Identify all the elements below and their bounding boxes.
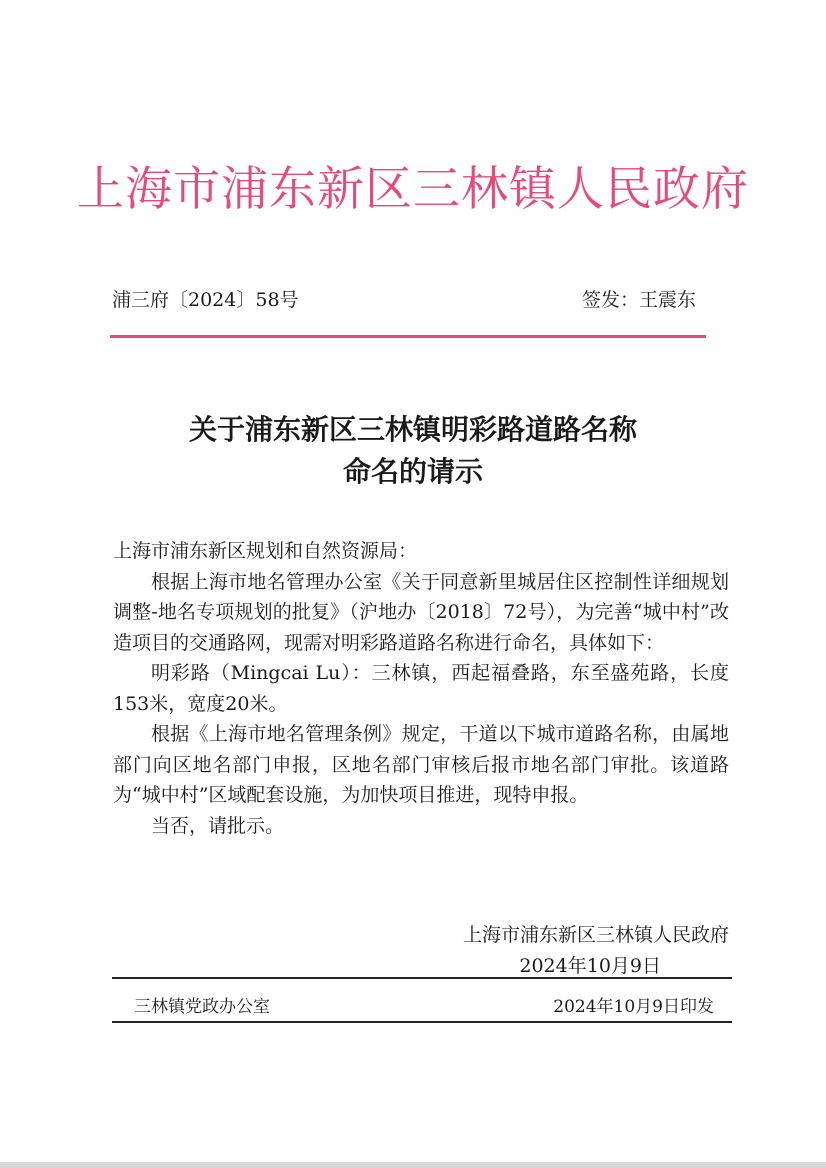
org-header-title: 上海市浦东新区三林镇人民政府 (77, 162, 749, 217)
body-paragraph: 根据上海市地名管理办公室《关于同意新里城居住区控制性详细规划调整-地名专项规划的批复》（沪地办〔2018〕72号），为完善“城中村”改造项目的交通路网，现需对明彩路道路名称进行命名，具体如下： (113, 570, 729, 654)
document-number: 浦三府〔2024〕58号 (112, 289, 299, 311)
body-paragraph: 当否，请批示。 (151, 814, 285, 837)
red-separator-line (110, 335, 706, 338)
issuer (582, 285, 696, 312)
body-paragraph: 根据《上海市地名管理条例》规定，干道以下城市道路名称，由属地部门向区地名部门申报，区地名部门审核后报市地名部门审批。该道路为“城中村”区域配套设施，为加快项目推进，现特申报。 (113, 723, 729, 806)
signature-org: 上海市浦东新区三林镇人民政府 (462, 924, 729, 946)
footer-bottom-rule (112, 1021, 732, 1023)
issuer-label: 签发： (581, 289, 639, 311)
footer-office: 三林镇党政办公室 (134, 997, 270, 1017)
salutation: 上海市浦东新区规划和自然资源局： (113, 540, 418, 562)
page-bottom-edge (0, 1162, 826, 1168)
document-body (113, 536, 729, 841)
footer-top-rule (112, 977, 732, 979)
document-title-line1: 关于浦东新区三林镇明彩路道路名称 (188, 413, 637, 446)
footer-issue-date: 2024年10月9日印发 (553, 997, 714, 1017)
body-paragraph: 明彩路（Mingcai Lu）：三林镇，西起福叠路，东至盛苑路，长度153米，宽度20米。 (113, 662, 729, 715)
issuer-name: 王震东 (638, 289, 696, 311)
document-title-line2: 命名的请示 (342, 455, 483, 488)
signature-date: 2024年10月9日 (519, 955, 661, 977)
